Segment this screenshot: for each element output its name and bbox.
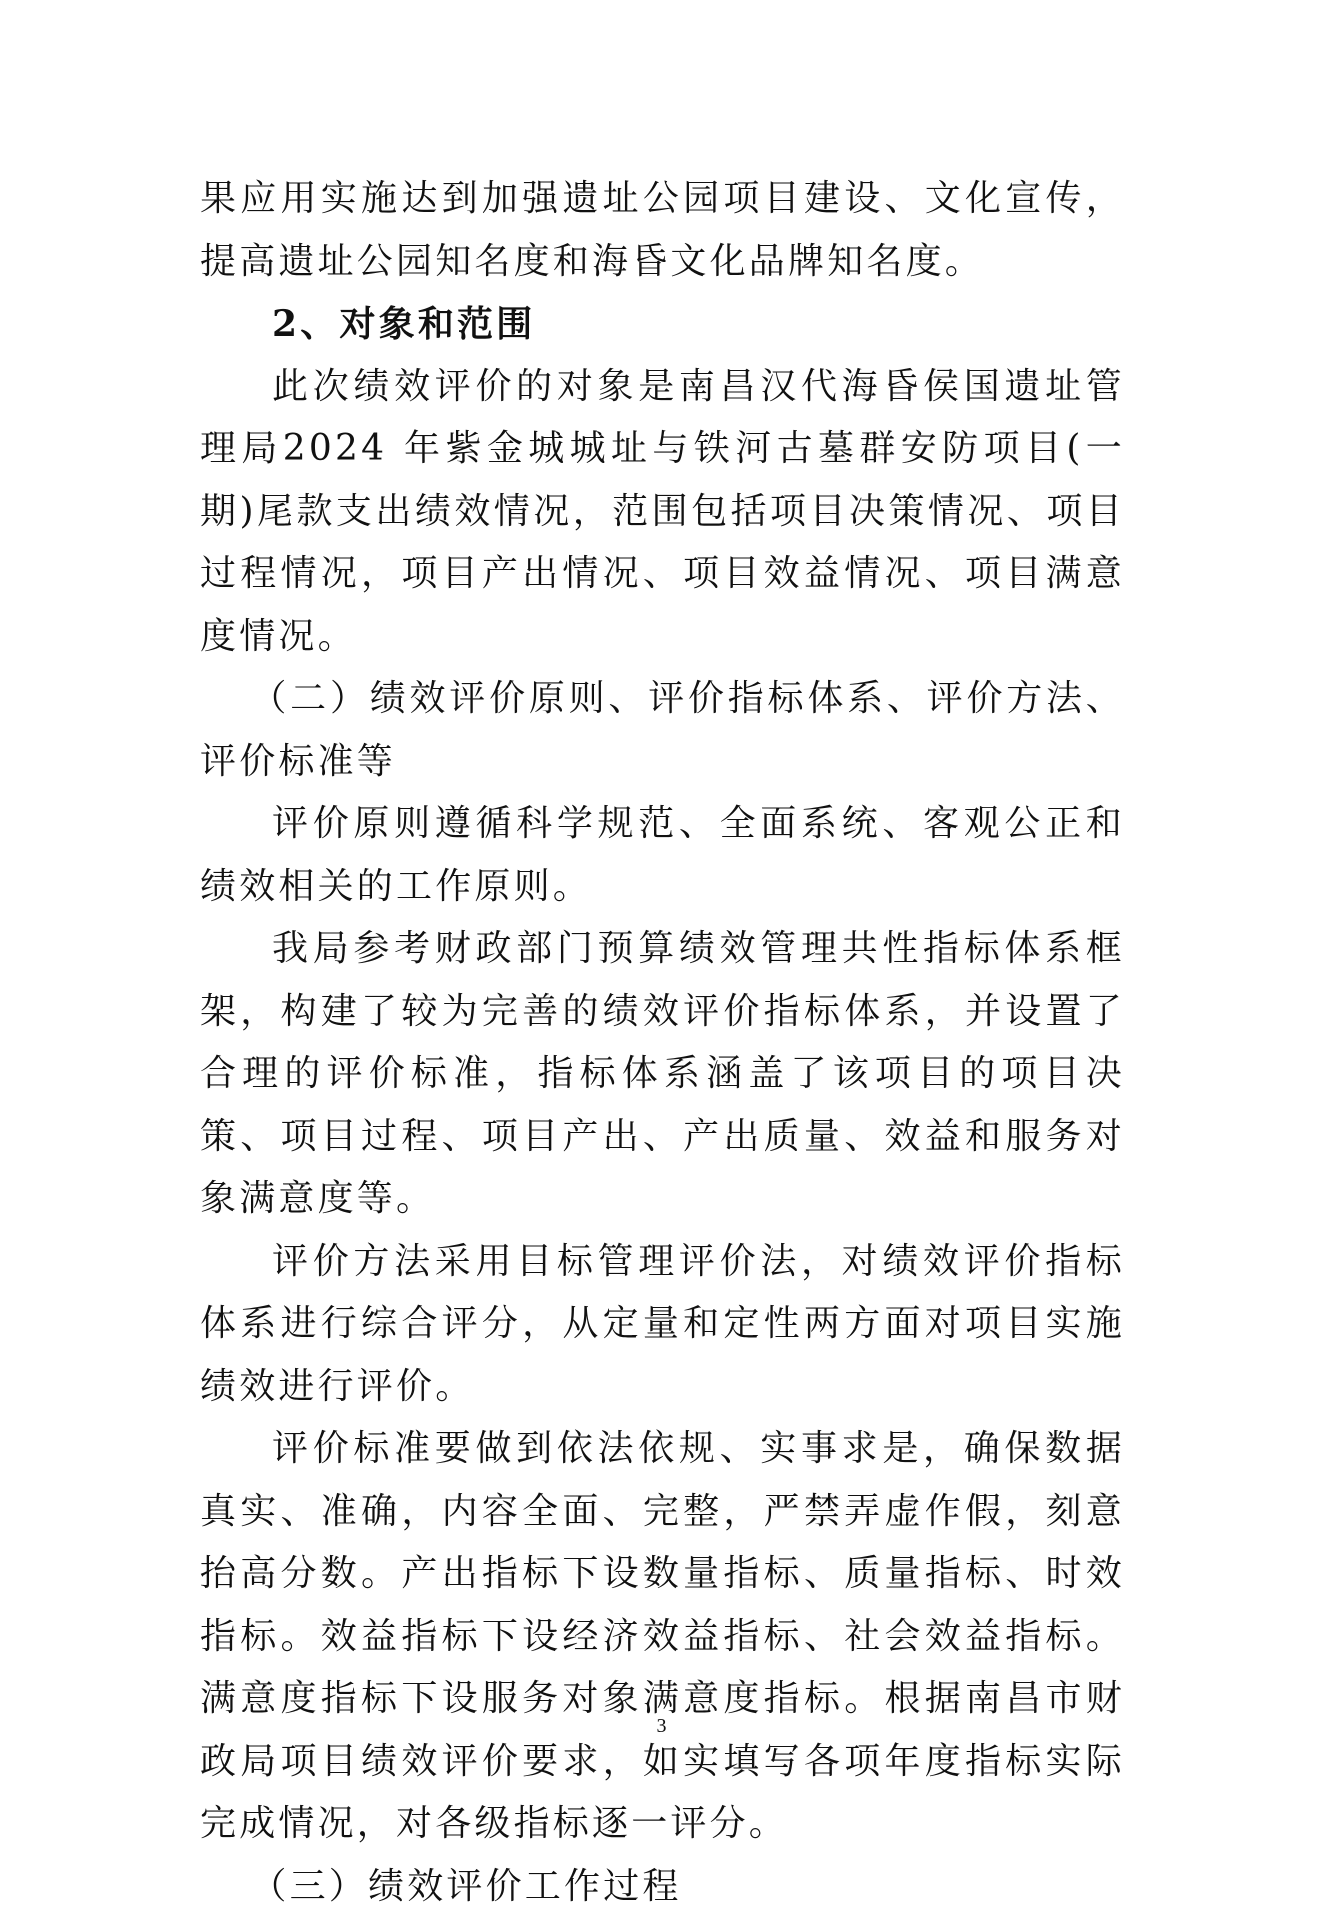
paragraph-scope: 此次绩效评价的对象是南昌汉代海昏侯国遗址管理局2024 年紫金城城址与铁河古墓群安防项目(一期)尾款支出绩效情况，范围包括项目决策情况、项目过程情况，项目产出情况、项目效益情况、项目满意度情况。 xyxy=(200,356,1125,669)
paragraph-standards: 评价标准要做到依法依规、实事求是，确保数据真实、准确，内容全面、完整，严禁弄虚作假，刻意抬高分数。产出指标下设数量指标、质量指标、时效指标。效益指标下设经济效益指标、社会效益指标。满意度指标下设服务对象满意度指标。根据南昌市财政局项目绩效评价要求，如实填写各项年度指标实际完成情况，对各级指标逐一评分。 xyxy=(200,1418,1125,1856)
document-body xyxy=(200,168,1125,1918)
section-heading-scope: 2、对象和范围 xyxy=(200,293,1125,356)
section-heading-process: （三）绩效评价工作过程 xyxy=(200,1856,1125,1918)
page-number: 3 xyxy=(0,1715,1323,1738)
paragraph-continuation: 果应用实施达到加强遗址公园项目建设、文化宣传，提高遗址公园知名度和海昏文化品牌知名度。 xyxy=(200,168,1125,293)
paragraph-indicator-system: 我局参考财政部门预算绩效管理共性指标体系框架，构建了较为完善的绩效评价指标体系，并设置了合理的评价标准，指标体系涵盖了该项目的项目决策、项目过程、项目产出、产出质量、效益和服务对象满意度等。 xyxy=(200,918,1125,1231)
paragraph-principles: 评价原则遵循科学规范、全面系统、客观公正和绩效相关的工作原则。 xyxy=(200,793,1125,918)
section-heading-principles: （二）绩效评价原则、评价指标体系、评价方法、评价标准等 xyxy=(200,668,1125,793)
paragraph-method: 评价方法采用目标管理评价法，对绩效评价指标体系进行综合评分，从定量和定性两方面对项目实施绩效进行评价。 xyxy=(200,1231,1125,1419)
